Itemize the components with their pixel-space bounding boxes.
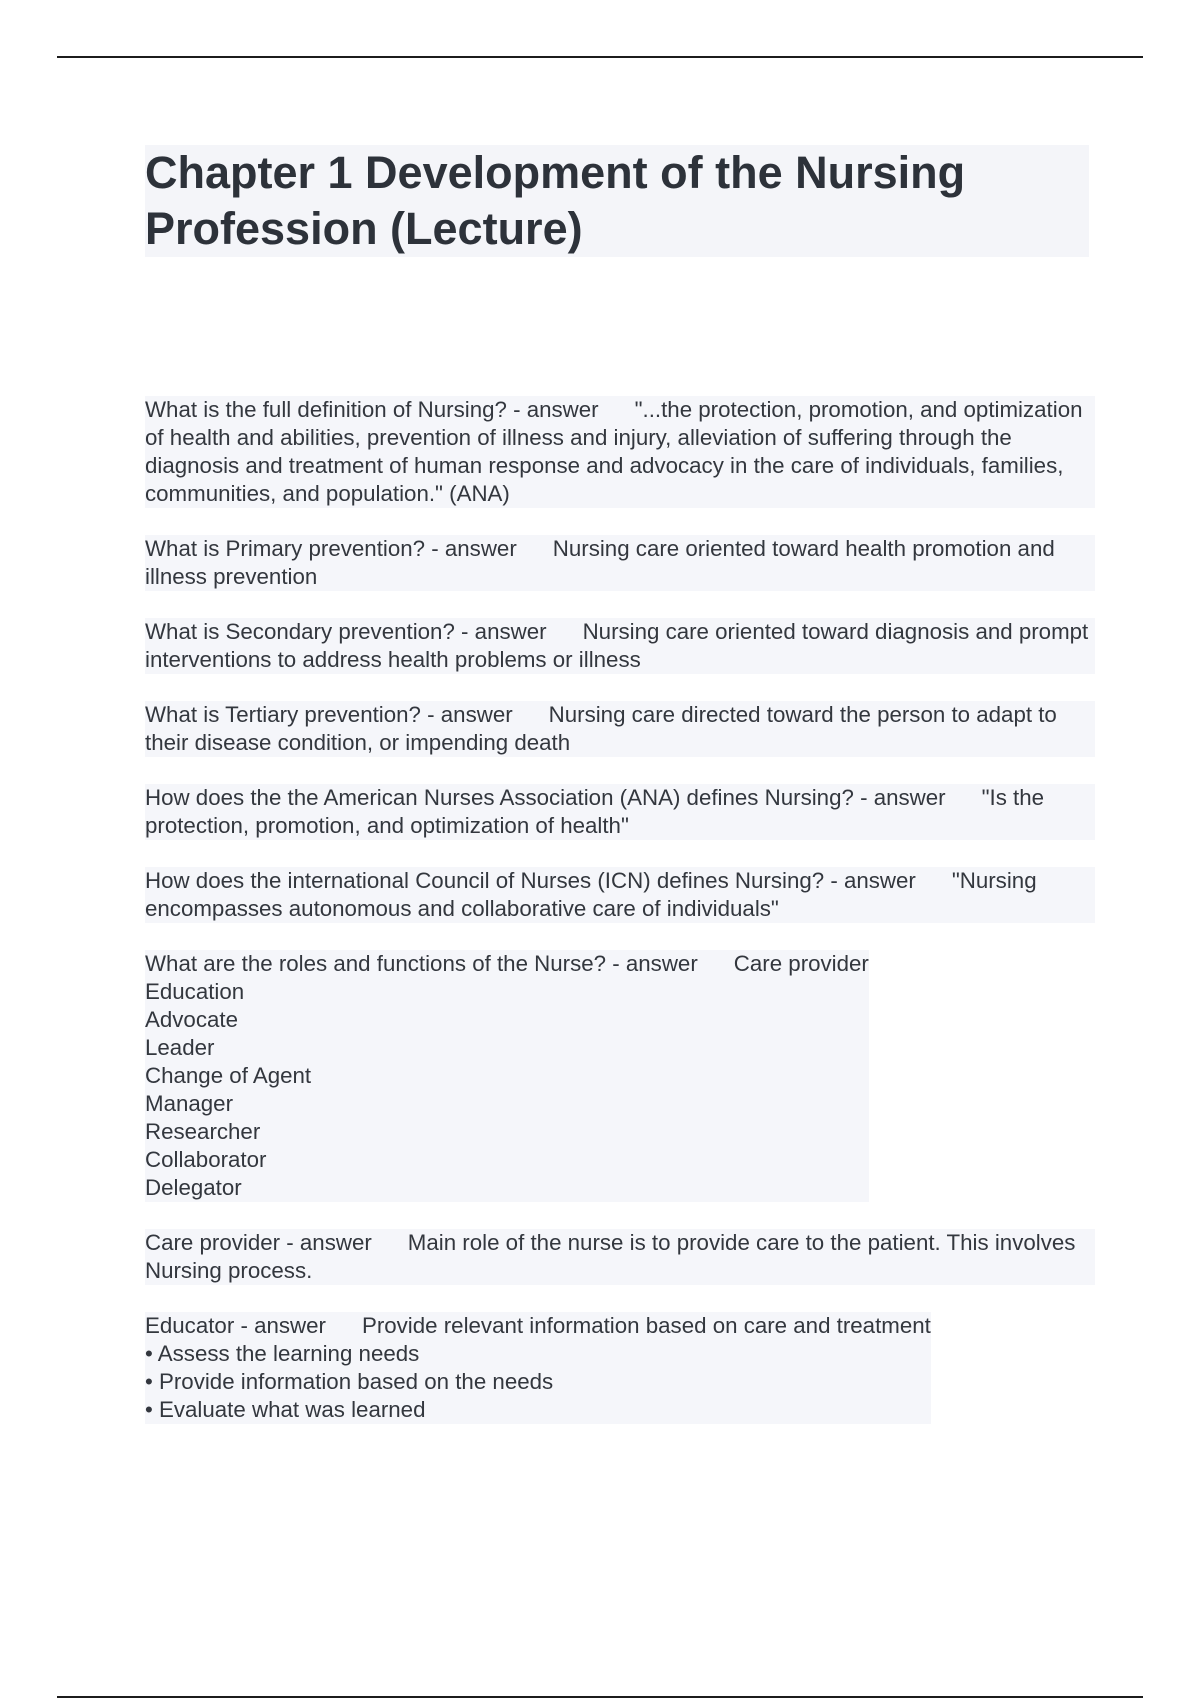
list-item: Advocate: [145, 1007, 238, 1032]
top-rule: [57, 56, 1143, 58]
list-item: Manager: [145, 1091, 234, 1116]
answer-separator: - answer: [454, 619, 547, 644]
answer-separator: - answer: [824, 868, 916, 893]
qa-item: [145, 784, 1095, 840]
answer-text: Main role of the nurse is to provide care to the patient. This involves Nursing process.: [145, 1230, 1076, 1283]
answer-text: "Is the protection, promotion, and optimization of health": [145, 785, 1045, 838]
answer-text: Nursing care oriented toward health promotion and illness prevention: [145, 536, 1055, 589]
question-text: Educator: [145, 1313, 235, 1338]
qa-item: [145, 867, 1095, 923]
list-item: Researcher: [145, 1119, 261, 1144]
answer-separator: - answer: [425, 536, 517, 561]
answer-text: Provide relevant information based on care and treatment: [361, 1313, 931, 1338]
page-title: Chapter 1 Development of the Nursing Profession (Lecture): [145, 147, 966, 254]
bullet-item: • Provide information based on the needs: [145, 1369, 554, 1394]
question-text: What is Primary prevention?: [145, 536, 426, 561]
qa-item: [145, 618, 1095, 674]
list-item: Education: [145, 979, 245, 1004]
question-text: What are the roles and functions of the Nurse?: [145, 951, 607, 976]
title-block: [145, 145, 1089, 257]
qa-item: [145, 950, 869, 1202]
question-text: What is Tertiary prevention?: [145, 702, 421, 727]
list-item: Collaborator: [145, 1147, 267, 1172]
qa-item: [145, 701, 1095, 757]
bullet-item: • Assess the learning needs: [145, 1341, 420, 1366]
qa-item: [145, 1312, 931, 1424]
answer-separator: - answer: [234, 1313, 326, 1338]
qa-list: [145, 396, 1095, 1451]
answer-separator: - answer: [606, 951, 698, 976]
answer-separator: - answer: [280, 1230, 372, 1255]
question-text: How does the international Council of Nurses (ICN) defines Nursing?: [145, 868, 825, 893]
qa-item: [145, 396, 1095, 508]
answer-text: "...the protection, promotion, and optimization of health and abilities, prevention of illness and injury, alleviation of suffering through the diagnosis and treatment of human response and advocacy in the care of individuals, families, communities, and population." (ANA): [145, 397, 1083, 506]
list-item: Leader: [145, 1035, 215, 1060]
bottom-rule: [57, 1696, 1143, 1698]
question-text: How does the the American Nurses Association (ANA) defines Nursing?: [145, 785, 854, 810]
qa-item: [145, 1229, 1095, 1285]
question-text: What is Secondary prevention?: [145, 619, 455, 644]
question-text: Care provider: [145, 1230, 281, 1255]
answer-text: Nursing care directed toward the person to adapt to their disease condition, or impending death: [145, 702, 1057, 755]
list-item: Delegator: [145, 1175, 242, 1200]
list-item: Change of Agent: [145, 1063, 312, 1088]
answer-separator: - answer: [853, 785, 946, 810]
answer-text: Care provider: [733, 951, 869, 976]
bullet-item: • Evaluate what was learned: [145, 1397, 426, 1422]
qa-item: [145, 535, 1095, 591]
answer-text: Nursing care oriented toward diagnosis and prompt interventions to address health problems or illness: [145, 619, 1089, 672]
question-text: What is the full definition of Nursing?: [145, 397, 507, 422]
answer-text: "Nursing encompasses autonomous and collaborative care of individuals": [145, 868, 1037, 921]
answer-separator: - answer: [420, 702, 513, 727]
answer-separator: - answer: [506, 397, 599, 422]
